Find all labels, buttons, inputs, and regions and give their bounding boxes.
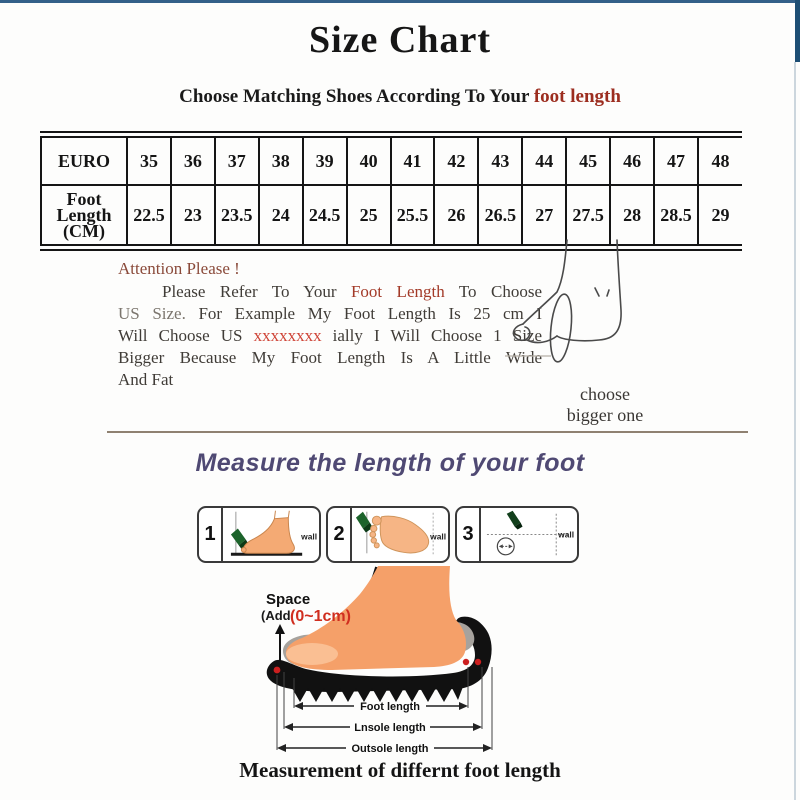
euro-row [41, 135, 742, 186]
foot-length-cell: 23.5 [215, 185, 259, 248]
foot-length-cell: 27 [522, 185, 566, 248]
bottom-caption: Measurement of differnt foot length [239, 758, 561, 782]
foot-length-cell: 24 [259, 185, 303, 248]
euro-size-cell: 46 [610, 135, 654, 186]
wall-label: wall [558, 529, 575, 540]
foot-side-view [243, 518, 295, 554]
foot-length-cell: 22.5 [127, 185, 171, 248]
attention-text: To Choose [444, 282, 542, 301]
foot-length-cell: 28.5 [654, 185, 698, 248]
euro-size-cell: 43 [478, 135, 522, 186]
attention-muted-text: US Size. [118, 304, 186, 323]
attention-line: Bigger Because My Foot Length Is A Little Wide [118, 348, 542, 367]
measure-steps [197, 506, 579, 563]
euro-size-cell: 35 [127, 135, 171, 186]
foot-length-label: Foot length [360, 701, 420, 713]
foot-length-cell: 23 [171, 185, 215, 248]
step2-illustration [352, 508, 448, 561]
measure-step-1 [197, 506, 321, 563]
euro-size-cell: 47 [654, 135, 698, 186]
heel-reference-dot [463, 659, 469, 665]
attention-text: Please Refer To Your [162, 282, 351, 301]
attention-heading: Attention Please ! [118, 259, 240, 278]
section-divider-line [107, 431, 748, 433]
step3-illustration [481, 508, 577, 561]
euro-size-cell: 48 [698, 135, 742, 186]
attention-text: ially I Will Choose 1 Size [321, 326, 543, 345]
page-subtitle [0, 86, 800, 108]
toe-reference-dot [274, 667, 281, 674]
step1-illustration [223, 508, 319, 561]
shoe-measurement-diagram [228, 562, 573, 762]
wall-label: wall [430, 531, 447, 542]
space-label: Space [266, 591, 311, 608]
euro-size-cell: 44 [522, 135, 566, 186]
euro-size-cell: 38 [259, 135, 303, 186]
choose-bigger-line: choose [580, 384, 630, 404]
measure-step-3 [455, 506, 579, 563]
step-number: 3 [457, 508, 481, 561]
foot-length-header-line: (CM) [63, 221, 105, 241]
outsole-length-label: Outsole length [351, 743, 429, 755]
euro-size-cell: 40 [347, 135, 391, 186]
space-range-label: (0~1cm) [290, 608, 351, 625]
foot-length-cell: 25.5 [391, 185, 435, 248]
foot-length-cell: 24.5 [303, 185, 347, 248]
size-chart-table [40, 131, 742, 251]
attention-line: And Fat [118, 370, 174, 389]
choose-bigger-note [535, 384, 675, 426]
attention-text: Will Choose US [118, 326, 254, 345]
right-edge-line [794, 62, 796, 800]
heel-reference-dot [475, 659, 481, 665]
attention-note [118, 258, 542, 391]
foot-outline-sketch [505, 238, 680, 388]
step-number: 1 [199, 508, 223, 561]
insole-length-label: Lnsole length [354, 722, 426, 734]
space-add-label: (Add [261, 608, 291, 623]
page-title: Size Chart [308, 19, 492, 61]
foot-length-header-line: Length [56, 205, 112, 225]
wall-label: wall [301, 531, 318, 542]
euro-size-cell: 36 [171, 135, 215, 186]
foot-length-cell: 29 [698, 185, 742, 248]
attention-highlight: Foot Length [350, 282, 445, 301]
subtitle-text: Choose Matching Shoes According To Your [179, 86, 534, 107]
attention-crossed-text: xxxxxxxx [253, 326, 322, 345]
euro-size-cell: 41 [391, 135, 435, 186]
foot-top-view [380, 516, 428, 553]
euro-size-cell: 37 [215, 135, 259, 186]
foot-length-cell: 26 [434, 185, 478, 248]
step-number: 2 [328, 508, 352, 561]
measure-section-heading: Measure the length of your foot [195, 449, 585, 477]
subtitle-highlight: foot length [533, 86, 621, 107]
euro-size-cell: 42 [434, 135, 478, 186]
foot-length-header-line: Foot [66, 189, 102, 209]
attention-text: For Example My Foot Length Is 25 cm I [185, 304, 542, 323]
top-border-line [0, 0, 800, 3]
foot-length-cell: 25 [347, 185, 391, 248]
choose-bigger-line: bigger one [566, 405, 644, 425]
euro-header-cell: EURO [41, 135, 127, 186]
euro-size-cell: 45 [566, 135, 610, 186]
foot-length-cell: 28 [610, 185, 654, 248]
foot-length-cell: 26.5 [478, 185, 522, 248]
foot-length-header-cell [41, 185, 127, 248]
sole-tread [292, 678, 464, 702]
attention-line [118, 281, 542, 303]
measure-step-2 [326, 506, 450, 563]
attention-line [118, 303, 542, 325]
attention-line [118, 325, 542, 347]
euro-size-cell: 39 [303, 135, 347, 186]
foot-length-cell: 27.5 [566, 185, 610, 248]
